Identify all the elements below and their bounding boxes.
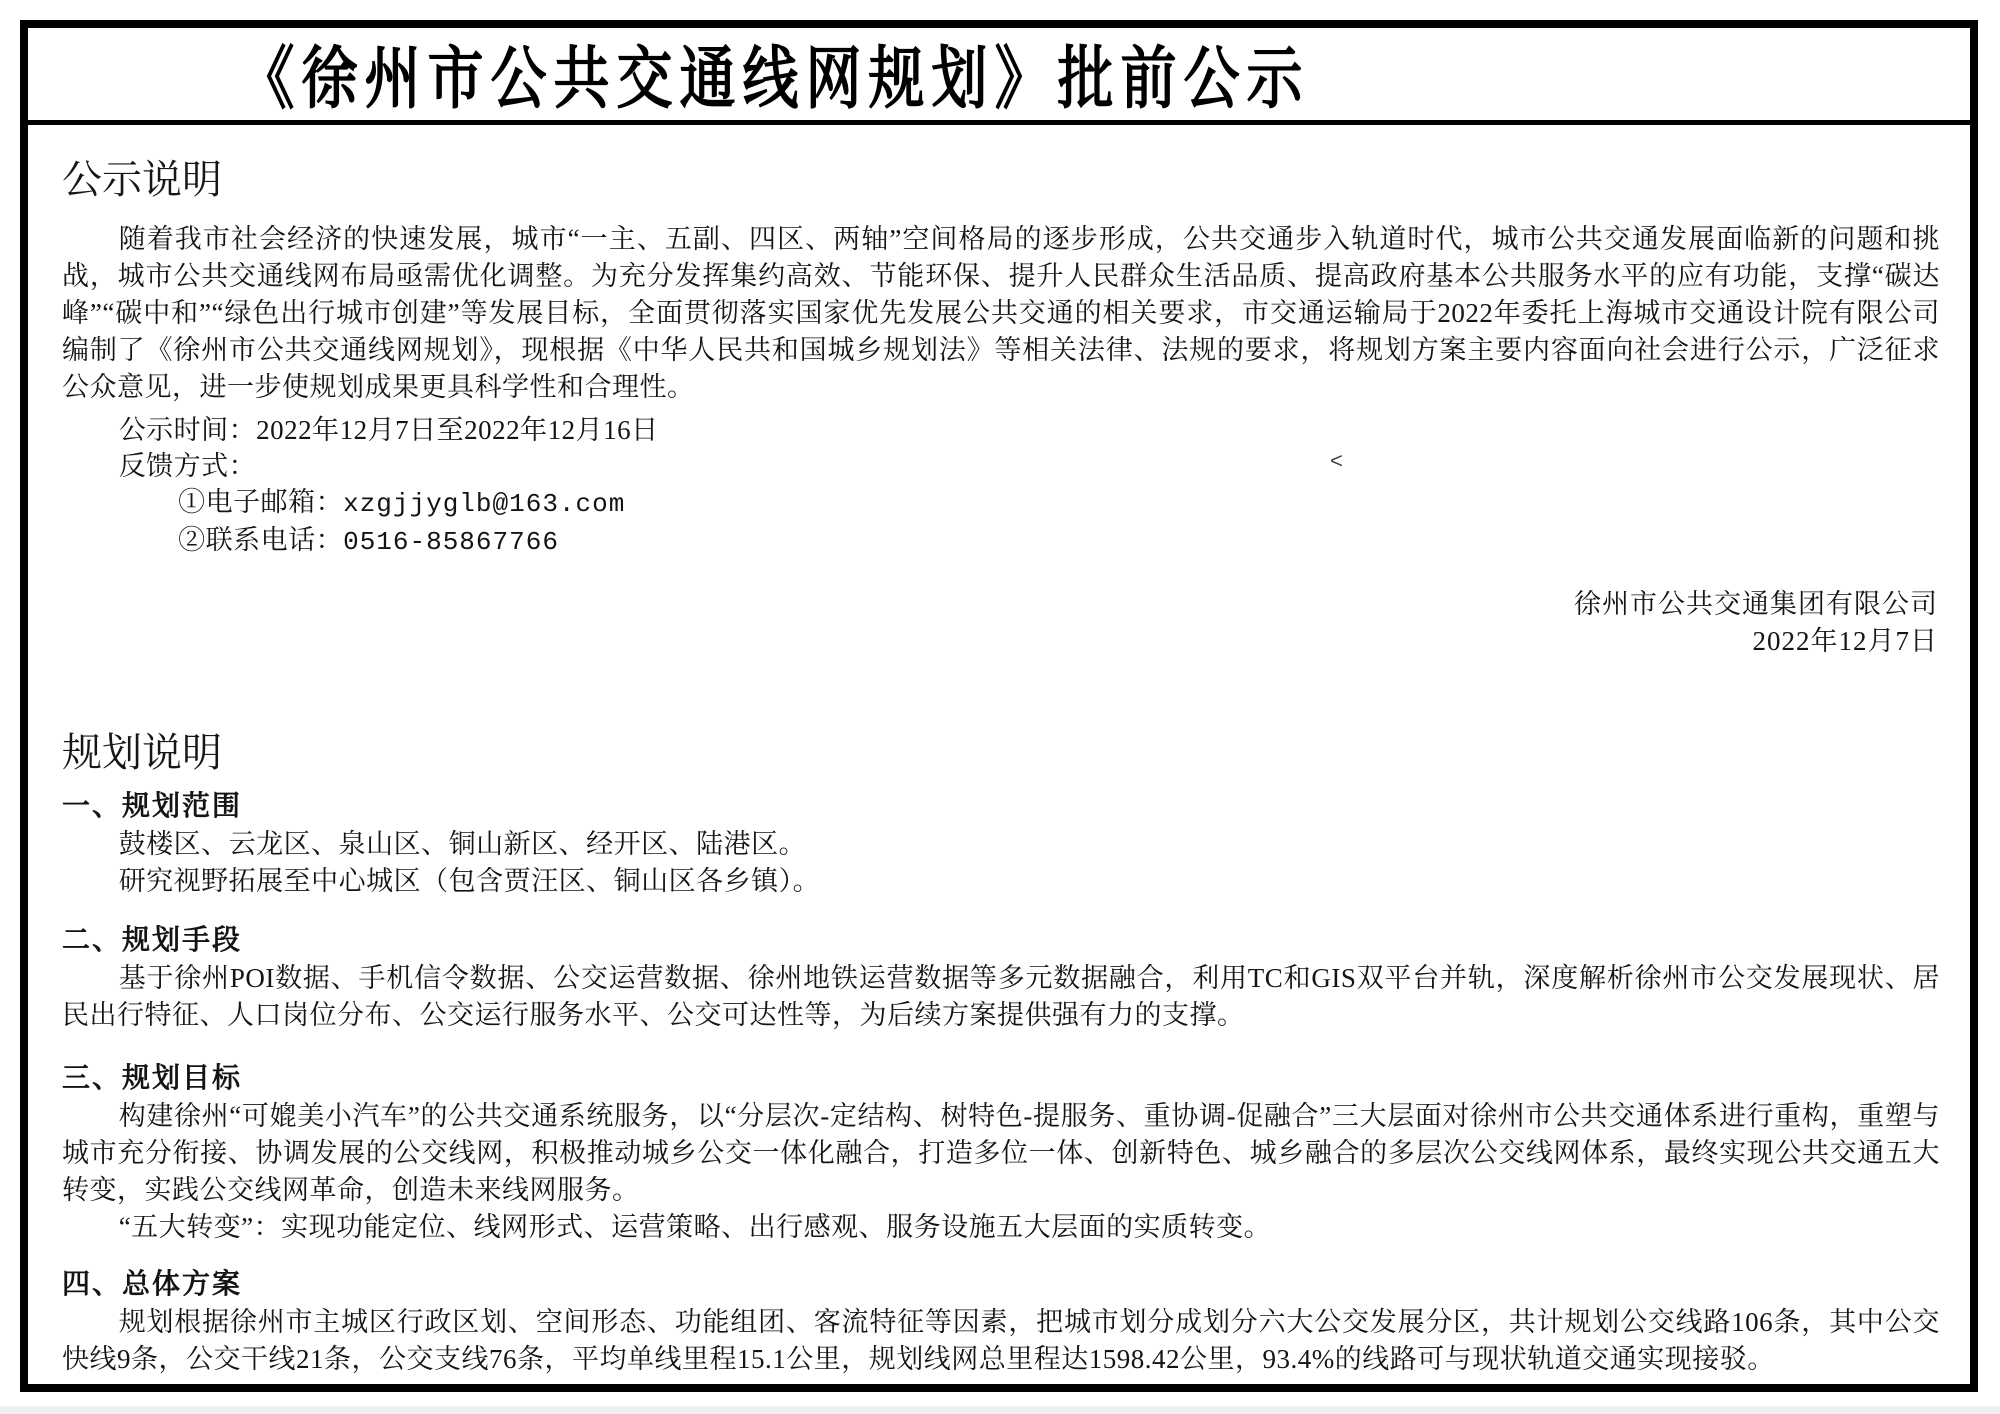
feedback-email-line — [62, 484, 1940, 522]
feedback-method-label: 反馈方式： — [118, 451, 257, 481]
feedback-phone-prefix: ②联系电话： — [178, 525, 344, 555]
plan-section-heading: 规划说明 — [62, 731, 222, 775]
scan-artifact-mark: < — [1330, 448, 1343, 473]
plan-sub-heading-method: 二、规划手段 — [62, 925, 243, 956]
plan-scope-line: 鼓楼区、云龙区、泉山区、铜山新区、经开区、陆港区。 — [118, 829, 807, 859]
notice-time-line: 公示时间：2022年12月7日至2022年12月16日 — [118, 415, 659, 445]
page-content — [28, 157, 1970, 1378]
feedback-phone-line — [62, 522, 1940, 560]
notice-section-heading: 公示说明 — [62, 158, 222, 202]
plan-sub-heading-overall: 四、总体方案 — [62, 1269, 243, 1300]
plan-goal-paragraph: 构建徐州“可媲美小汽车”的公共交通系统服务，以“分层次-定结构、树特色-提服务、重协调-促融合”三大层面对徐州市公共交通体系进行重构，重塑与城市充分衔接、协调发展的公交线网，积极推动城乡公交一体化融合，打造多位一体、创新特色、城乡融合的多层次公交线网体系，最终实现公共交通五大转变，实践公交线网革命，创造未来线网服务。 — [62, 1101, 1940, 1205]
feedback-email-prefix: ①电子邮箱： — [178, 487, 344, 517]
plan-goal-body — [62, 1098, 1940, 1246]
plan-goal-paragraph: “五大转变”：实现功能定位、线网形式、运营策略、出行感观、服务设施五大层面的实质转变。 — [118, 1212, 1272, 1242]
signature-block — [62, 586, 1940, 660]
document-title: 《徐州市公共交通线网规划》批前公示 — [238, 42, 1310, 118]
signature-date: 2022年12月7日 — [1752, 626, 1938, 656]
feedback-phone-value: 0516-85867766 — [343, 527, 559, 557]
plan-sub-heading-goal: 三、规划目标 — [62, 1063, 243, 1094]
plan-scope-body — [62, 826, 1940, 900]
plan-method-body — [62, 960, 1940, 1034]
plan-method-paragraph: 基于徐州POI数据、手机信令数据、公交运营数据、徐州地铁运营数据等多元数据融合，利用TC和GIS双平台并轨，深度解析徐州市公交发展现状、居民出行特征、人口岗位分布、公交运行服务水平、公交可达性等，为后续方案提供强有力的支撑。 — [62, 963, 1940, 1030]
plan-sub-heading-scope: 一、规划范围 — [62, 791, 243, 822]
plan-scope-line: 研究视野拓展至中心城区（包含贾汪区、铜山区各乡镇）。 — [118, 866, 821, 896]
notice-meta-block — [62, 412, 1940, 560]
signature-org: 徐州市公共交通集团有限公司 — [1574, 589, 1938, 619]
page-border-frame — [20, 20, 1978, 1392]
plan-overall-body — [62, 1304, 1940, 1378]
feedback-email-value: xzgjjyglb@163.com — [343, 489, 626, 519]
plan-overall-paragraph: 规划根据徐州市主城区行政区划、空间形态、功能组团、客流特征等因素，把城市划分成划分六大公交发展分区，共计规划公交线路106条，其中公交快线9条，公交干线21条，公交支线76条，平均单线里程15.1公里，规划线网总里程达1598.42公里，93.4%的线路可与现状轨道交通实现接驳。 — [62, 1307, 1940, 1374]
title-banner — [28, 28, 1970, 125]
scan-edge-strip — [0, 1406, 2000, 1414]
notice-paragraph: 随着我市社会经济的快速发展，城市“一主、五副、四区、两轴”空间格局的逐步形成，公共交通步入轨道时代，城市公共交通发展面临新的问题和挑战，城市公共交通线网布局亟需优化调整。为充分发挥集约高效、节能环保、提升人民群众生活品质、提高政府基本公共服务水平的应有功能，支撑“碳达峰”“碳中和”“绿色出行城市创建”等发展目标，全面贯彻落实国家优先发展公共交通的相关要求，市交通运输局于2022年委托上海城市交通设计院有限公司编制了《徐州市公共交通线网规划》，现根据《中华人民共和国城乡规划法》等相关法律、法规的要求，将规划方案主要内容面向社会进行公示，广泛征求公众意见，进一步使规划成果更具科学性和合理性。 — [62, 224, 1940, 402]
